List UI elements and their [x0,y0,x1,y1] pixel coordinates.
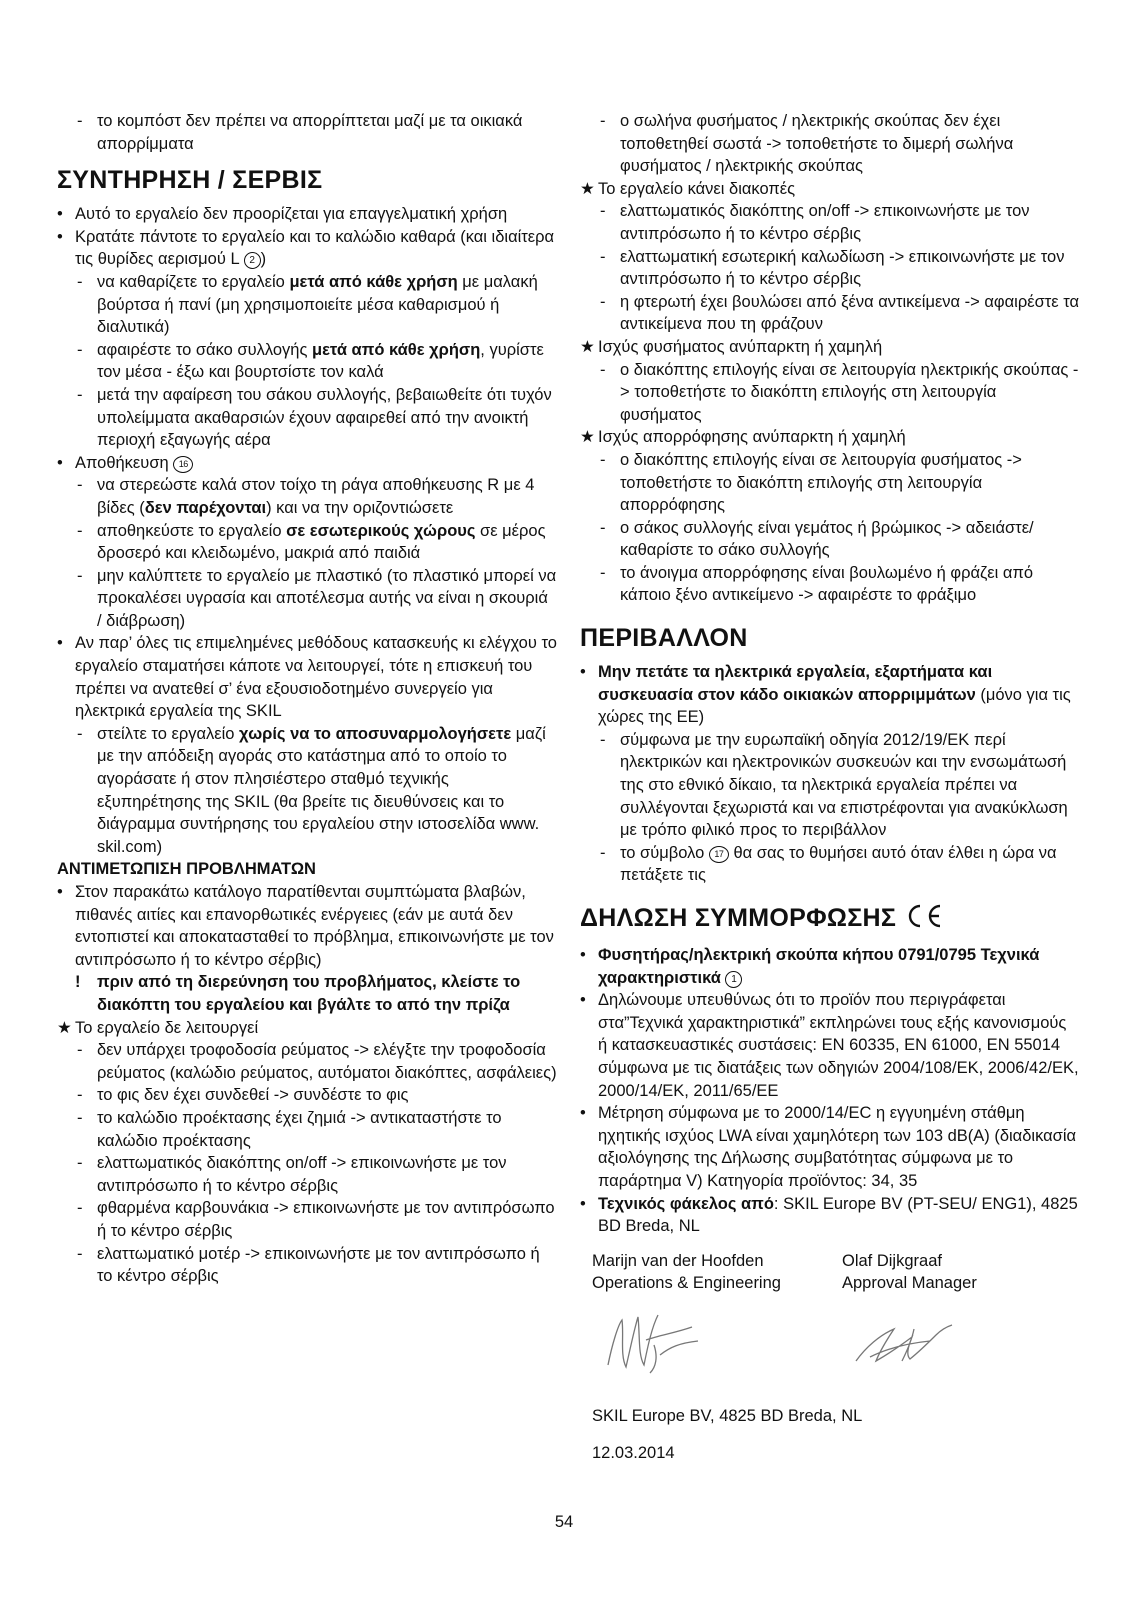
ce-mark-icon [902,903,944,936]
figure-ref: 2 [244,252,261,269]
symptom-item: ★ Ισχύς απορρόφησης ανύπαρκτη ή χαμηλή [580,426,1080,449]
list-item: • Στον παρακάτω κατάλογο παρατίθενται συμπτώματα βλαβών, πιθανές αιτίες και επανορθωτικές ενέργειες (εάν με αυτά δεν εντοπιστεί και αποκατασταθεί το πρόβλημα, επικοινωνήστε με τον αντιπρόσωπο ή το κέντρο σέρβις) [57,883,554,969]
signatories [580,1250,1080,1295]
compost-note: το κομπόστ δεν πρέπει να απορρίπτεται μαζί με τα οικιακά απορρίμματα [97,112,523,153]
list-item: - ο διακόπτης επιλογής είναι σε λειτουργία φυσήματος -> τοποθετήστε το διακόπτη επιλογής στη λειτουργία απορρόφησης [600,450,1022,515]
warning-icon: ! [75,973,81,992]
list-item: • Φυσητήρας/ηλεκτρική σκούπα κήπου 0791/0795 Τεχνικά χαρακτηριστικά 1 [580,946,1040,987]
list-item: - να καθαρίζετε το εργαλείο μετά από κάθε χρήση με μαλακή βούρτσα ή πανί (μη χρησιμοποιείτε μέσα καθαρισμού ή διαλυτικά) [77,272,538,337]
signatory-1: Marijn van der Hoofden Operations & Engineering [592,1251,781,1293]
service-heading: ΣΥΝΤΗΡΗΣΗ / ΣΕΡΒΙΣ [57,166,323,195]
list-item: - το σύμβολο 17 θα σας το θυμήσει αυτό όταν έλθει η ώρα να πετάξετε τις [600,843,1057,885]
symptom-item: ★ Το εργαλείο δε λειτουργεί [57,1017,557,1040]
list-item: - σύμφωνα με την ευρωπαϊκή οδηγία 2012/19/ΕΚ περί ηλεκτρικών και ηλεκτρονικών συσκευών και την ενσωμάτωσή της στο εθνικό δίκαιο, τα ηλεκτρικά εργαλεία πρέπει να συλλέγονται ξεχωριστά και να επιστρέφονται για ανακύκλωση με τρόπο φιλικό προς το περιβάλλον [600,730,1068,840]
warning-item: ! πριν από τη διερεύνηση του προβλήματος, κλείστε το διακόπτη του εργαλείου και βγάλτε το από την πρίζα [75,971,557,1016]
list-item: - το άνοιγμα απορρόφησης είναι βουλωμένο ή φράζει από κάποιο ξένο αντικείμενο -> αφαιρέστε το φράξιμο [600,563,1034,605]
list-item: - αποθηκεύστε το εργαλείο σε εσωτερικούς χώρους σε μέρος δροσερό και κλειδωμένο, μακριά από παιδιά [77,521,546,563]
symptom-item: ★ Ισχύς φυσήματος ανύπαρκτη ή χαμηλή [580,336,1080,359]
star-icon: ★ [580,179,595,198]
list-item: • Τεχνικός φάκελος από: SKIL Europe BV (PT-SEU/ ENG1), 4825 BD Breda, NL [580,1194,1078,1236]
list-item: - μετά την αφαίρεση του σάκου συλλογής, βεβαιωθείτε ότι τυχόν υπολείμματα ακαθαρσιών έχουν αφαιρεθεί από την ανοικτή περιοχή εξαγωγής αέρα [77,385,552,450]
list-item: - το φις δεν έχει συνδεθεί -> συνδέστε το φις [77,1086,409,1105]
list-item: - ελαττωματικός διακόπτης on/off -> επικοινωνήστε με τον αντιπρόσωπο ή το κέντρο σέρβις [77,1154,507,1195]
list-item: - το καλώδιο προέκτασης έχει ζημιά -> αντικαταστήστε το καλώδιο προέκτασης [77,1108,502,1150]
list-item: • Αυτό το εργαλείο δεν προορίζεται για επαγγελματική χρήση [57,205,508,224]
star-icon: ★ [580,337,595,356]
list-item: - αφαιρέστε το σάκο συλλογής μετά από κάθε χρήση, γυρίστε τον μέσα - έξω και βουρτσίστε τον καλά [77,340,544,382]
left-column [57,110,557,1288]
declaration-date: 12.03.2014 [592,1443,675,1462]
figure-ref: 17 [709,846,729,863]
list-item: - να στερεώστε καλά στον τοίχο τη ράγα αποθήκευσης R με 4 βίδες (δεν παρέχονται) και να την οριζοντιώσετε [77,476,535,517]
list-item: - ελαττωματικός διακόπτης on/off -> επικοινωνήστε με τον αντιπρόσωπο ή το κέντρο σέρβις [600,202,1030,243]
list-item: - φθαρμένα καρβουνάκια -> επικοινωνήστε με τον αντιπρόσωπο ή το κέντρο σέρβις [77,1199,555,1240]
star-icon: ★ [57,1018,72,1037]
list-item: - το κομπόστ δεν πρέπει να απορρίπτεται μαζί με τα οικιακά απορρίμματα [75,110,557,155]
list-item: - ο σωλήνα φυσήματος / ηλεκτρικής σκούπας δεν έχει τοποθετηθεί σωστά -> τοποθετήστε το διμερή σωλήνα φυσήματος / ηλεκτρικής σκούπας [600,112,1014,176]
list-item: • Κρατάτε πάντοτε το εργαλείο και το καλώδιο καθαρά (και ιδιαίτερα τις θυρίδες αερισμού L 2 ) [57,227,555,269]
signature-1-image [600,1305,710,1380]
list-item: - ελαττωματικό μοτέρ -> επικοινωνήστε με τον αντιπρόσωπο ή το κέντρο σέρβις [77,1244,540,1286]
list-item: • Αν παρ’ όλες τις επιμελημένες μεθόδους κατασκευής κι ελέγχου το εργαλείο σταματήσει κάποτε να λειτουργεί, τότε η επισκευή του πρέπει να ανατεθεί σ’ ένα εξουσιοδοτημένο συνεργείο για ηλεκτρικά εργαλεία της SKIL [57,634,557,721]
symptom-item: ★ Το εργαλείο κάνει διακοπές [580,178,1080,201]
page-number: 54 [554,1513,574,1531]
figure-ref: 1 [725,971,742,988]
list-item: - ελαττωματική εσωτερική καλωδίωση -> επικοινωνήστε με τον αντιπρόσωπο ή το κέντρο σέρβις [600,247,1065,289]
list-item: • Αποθήκευση 16 [57,452,557,475]
figure-ref: 16 [173,456,193,473]
right-column [580,110,1080,1464]
signatures [580,1295,1080,1405]
declaration-heading: ΔΗΛΩΣΗ ΣΥΜΜΟΡΦΩΣΗΣ [580,903,1080,936]
environment-heading: ΠΕΡΙΒΑΛΛΟΝ [580,624,748,653]
list-item: - η φτερωτή έχει βουλώσει από ξένα αντικείμενα -> αφαιρέστε τα αντικείμενα που τη φράζουν [600,292,1080,334]
list-item: • Μην πετάτε τα ηλεκτρικά εργαλεία, εξαρτήματα και συσκευασία στον κάδο οικιακών απορριμμάτων (μόνο για τις χώρες της ΕΕ) [580,663,1071,727]
list-item: - δεν υπάρχει τροφοδοσία ρεύματος -> ελέγξτε την τροφοδοσία ρεύματος (καλώδιο ρεύματος, αυτόματοι διακόπτες, ασφάλειες) [77,1041,557,1082]
signature-2-image [850,1317,960,1372]
list-item: • Μέτρηση σύμφωνα με το 2000/14/EC η εγγυημένη στάθμη ηχητικής ισχύος LWA είναι χαμηλότερη των 103 dB(A) (διαδικασία αξιολόγησης της Δήλωσης συμβατότητας σύμφωνα με το παράρτημα V) Κατηγορία προϊόντος: 34, 35 [580,1104,1077,1190]
company-address: SKIL Europe BV, 4825 BD Breda, NL [592,1406,863,1425]
list-item: • Δηλώνουμε υπευθύνως ότι το προϊόν που περιγράφεται στα”Τεχνικά χαρακτηριστικά” εκπληρώνει τους εξής κανονισμούς ή κατασκευαστικές συστάσεις: EN 60335, EN 61000, EN 55014 σύμφωνα με τις διατάξεις των οδηγιών 2004/108/ΕΚ, 2006/42/ΕΚ, 2000/14/ΕΚ, 2011/65/ΕΕ [580,991,1079,1100]
list-item: - ο σάκος συλλογής είναι γεμάτος ή βρώμικος -> αδειάστε/ καθαρίστε το σάκο συλλογής [600,518,1034,560]
list-item: - ο διακόπτης επιλογής είναι σε λειτουργία ηλεκτρικής σκούπας -> τοποθετήστε το διακόπτη επιλογής στη λειτουργία φυσήματος [600,360,1079,424]
list-item: - στείλτε το εργαλείο χωρίς να το αποσυναρμολογήσετε μαζί με την απόδειξη αγοράς στο κατάστημα από το οποίο το αγοράσατε ή στον πλησιέστερο σταθμό τεχνικής εξυπηρέτησης της SKIL (θα βρείτε τις διευθύνσεις και το διάγραμμα συντήρησης του εργαλείου στην ιστοσελίδα www. skil.com) [77,724,546,856]
star-icon: ★ [580,428,595,447]
troubleshooting-heading: ΑΝΤΙΜΕΤΩΠΙΣΗ ΠΡΟΒΛΗΜΑΤΩΝ [57,860,316,879]
list-item: - μην καλύπτετε το εργαλείο με πλαστικό (το πλαστικό μπορεί να προκαλέσει υγρασία και αποτέλεσμα αυτής να είναι η σκουριά / διάβρωση) [77,566,557,630]
signatory-2: Olaf Dijkgraaf Approval Manager [842,1251,977,1293]
